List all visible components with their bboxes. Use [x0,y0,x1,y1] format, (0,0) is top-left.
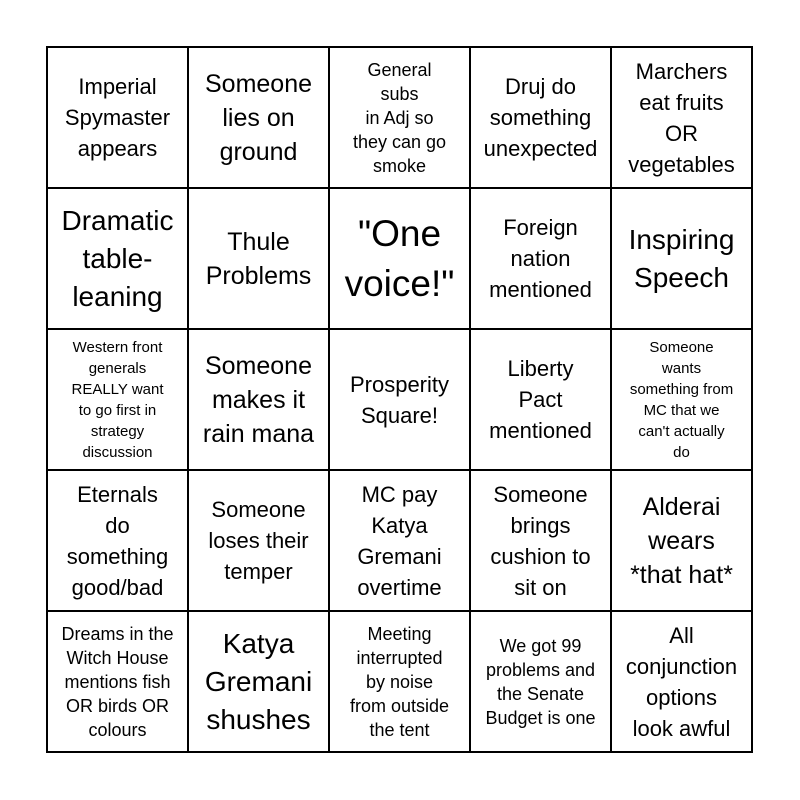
cell-text: Prosperity Square! [349,371,450,428]
bingo-cell[interactable] [47,47,188,188]
bingo-center-cell[interactable] [329,188,470,329]
bingo-cell[interactable] [329,329,470,470]
bingo-cell[interactable] [47,470,188,611]
cell-text: Western front generals REALLY want to go first in strategy discussion [71,338,164,461]
bingo-cell[interactable] [47,611,188,752]
bingo-board [46,46,753,753]
cell-text: We got 99 problems and the Senate Budget is one [485,635,596,728]
bingo-cell[interactable] [329,611,470,752]
bingo-cell[interactable] [611,611,752,752]
bingo-cell[interactable] [188,47,329,188]
bingo-cell[interactable] [470,611,611,752]
cell-text: Foreign nation mentioned [489,215,592,302]
cell-text: Katya Gremani shushes [204,627,313,735]
cell-text: Alderai wears *that hat* [630,492,733,589]
cell-text: "One voice!" [344,212,455,304]
bingo-cell[interactable] [188,611,329,752]
bingo-cell[interactable] [188,188,329,329]
bingo-cell[interactable] [611,470,752,611]
cell-text: Someone wants something from MC that we can't actually do [629,338,734,461]
bingo-cell[interactable] [47,188,188,329]
cell-text: Liberty Pact mentioned [489,356,592,443]
bingo-cell[interactable] [329,470,470,611]
bingo-cell[interactable] [188,470,329,611]
cell-text: Eternals do something good/bad [66,481,169,600]
cell-text: Marchers eat fruits OR vegetables [628,58,735,177]
cell-text: Someone brings cushion to sit on [490,481,591,600]
cell-text: Inspiring Speech [628,223,735,293]
cell-text: Someone makes it rain mana [202,351,315,448]
bingo-cell[interactable] [329,47,470,188]
bingo-cell[interactable] [470,470,611,611]
bingo-cell[interactable] [470,188,611,329]
cell-text: Thule Problems [205,227,312,290]
cell-text: Druj do something unexpected [483,74,598,161]
bingo-cell[interactable] [611,329,752,470]
cell-text: Someone lies on ground [204,69,313,166]
bingo-cell[interactable] [611,47,752,188]
cell-text: Imperial Spymaster appears [64,74,171,161]
bingo-cell[interactable] [188,329,329,470]
bingo-cell[interactable] [470,329,611,470]
bingo-cell[interactable] [611,188,752,329]
cell-text: Meeting interrupted by noise from outside the tent [349,623,450,740]
bingo-cell[interactable] [470,47,611,188]
cell-text: All conjunction options look awful [625,622,738,741]
bingo-cell[interactable] [47,329,188,470]
cell-text: Dramatic table- leaning [61,204,174,312]
cell-text: MC pay Katya Gremani overtime [357,481,442,600]
cell-text: Someone loses their temper [208,497,309,584]
cell-text: General subs in Adj so they can go smoke [352,59,447,176]
cell-text: Dreams in the Witch House mentions fish OR birds OR colours [61,623,174,740]
